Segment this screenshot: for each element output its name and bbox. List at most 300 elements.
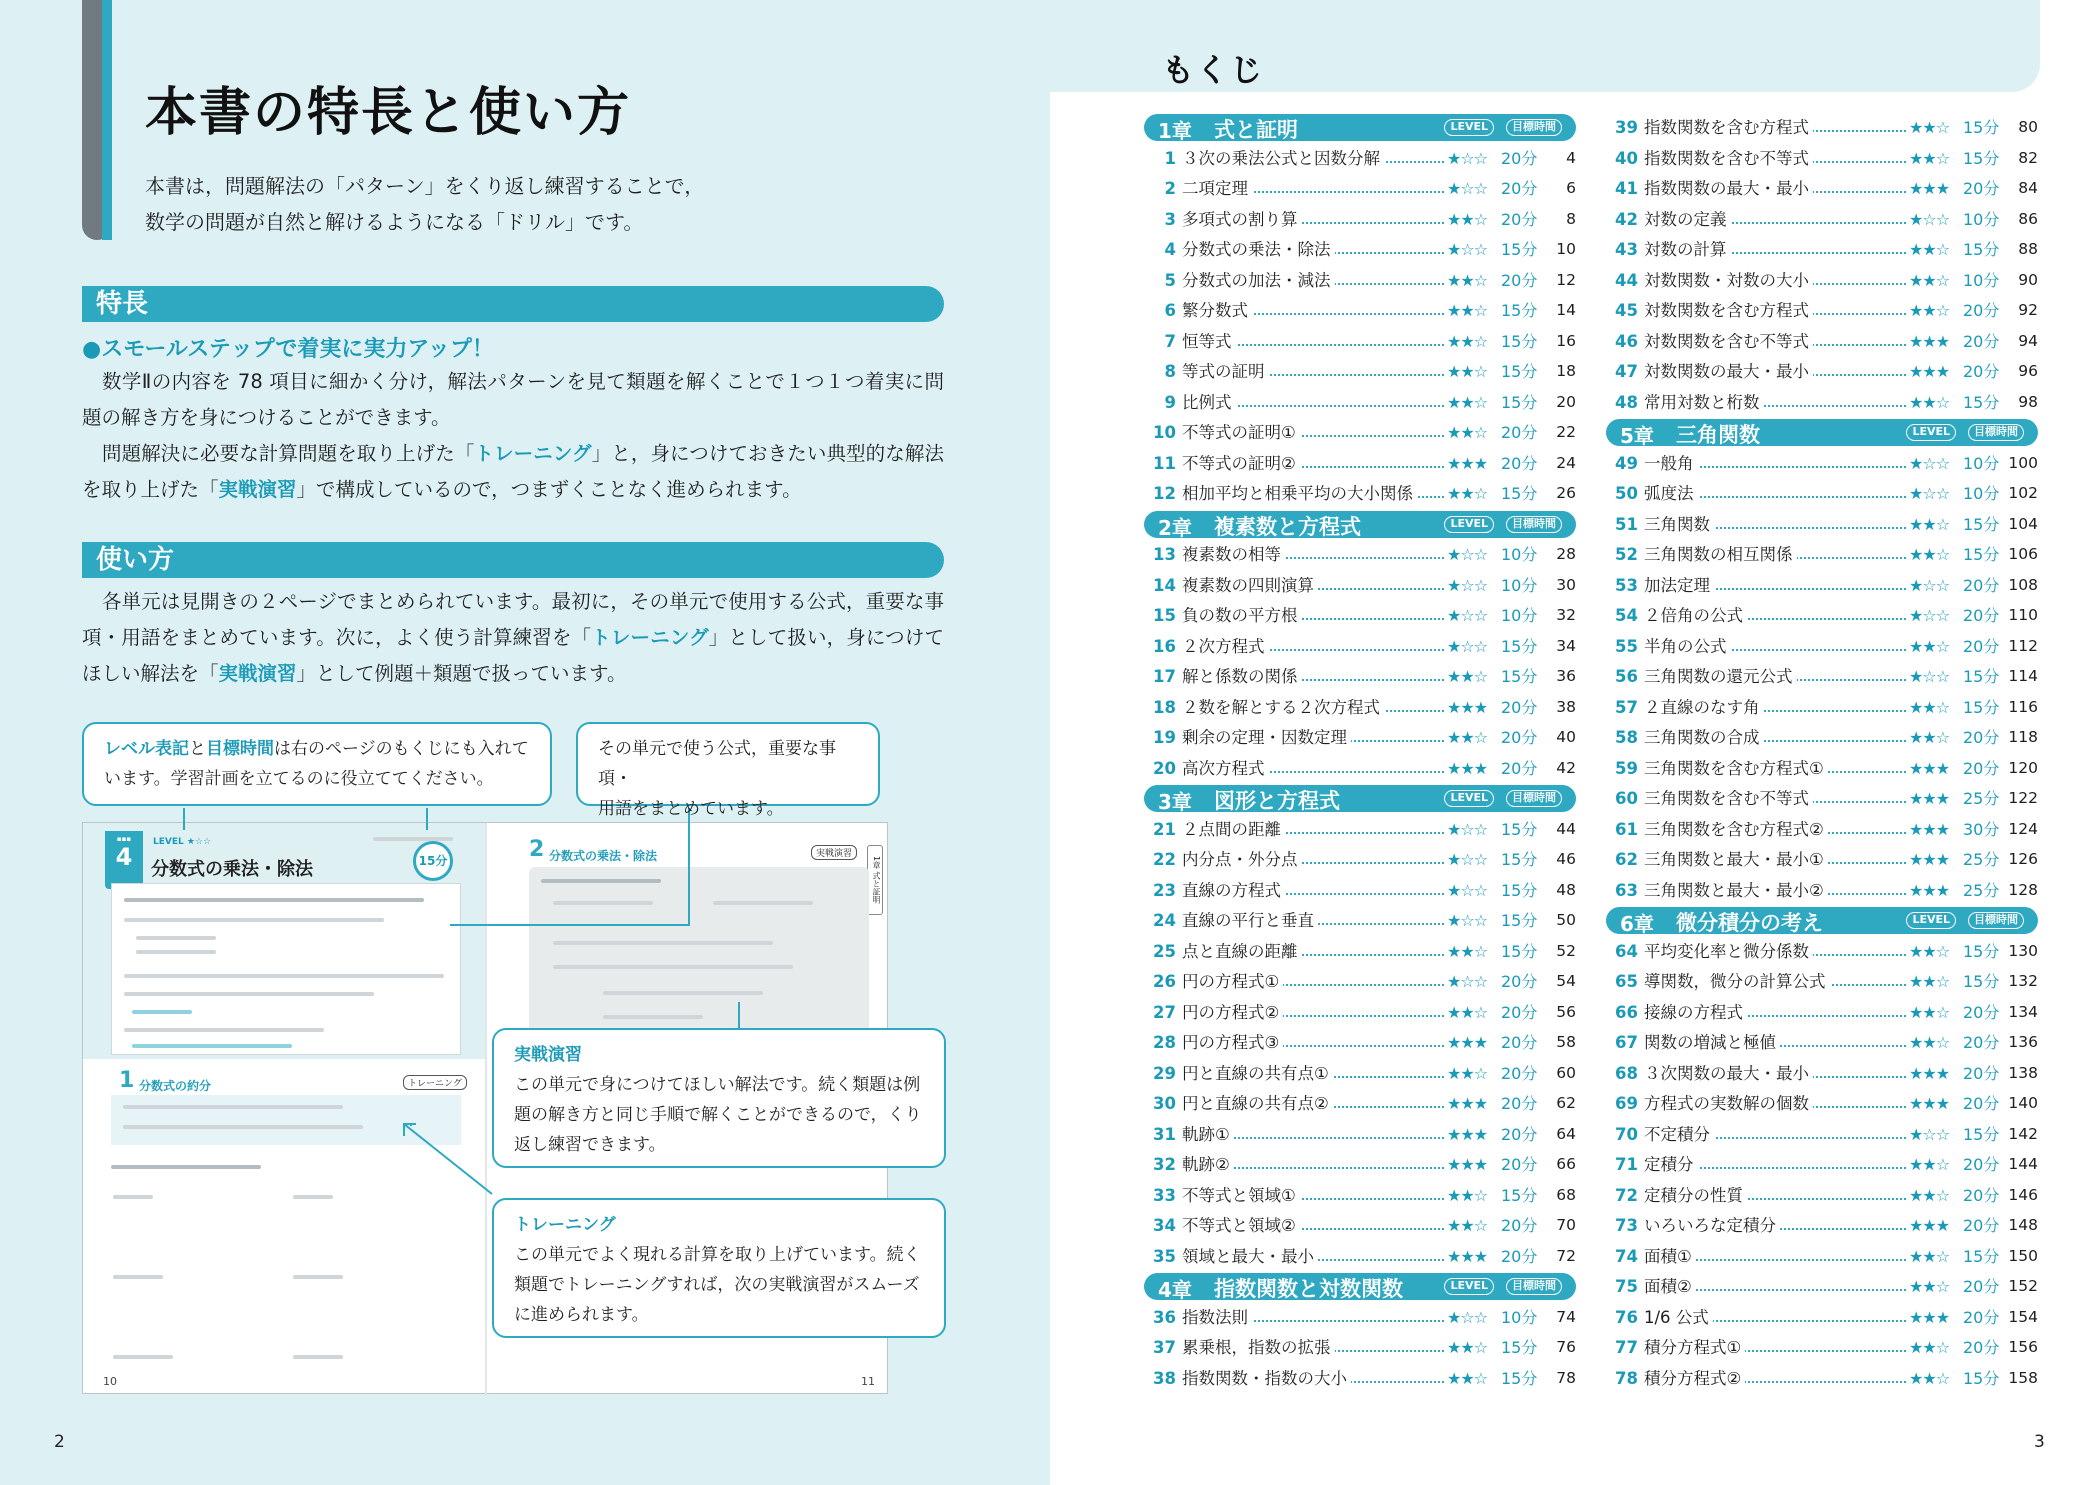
target-time: 15分 xyxy=(1963,118,2000,137)
toc-item xyxy=(1144,419,1576,446)
arrow-to-jissen xyxy=(738,1002,740,1028)
target-time: 15分 xyxy=(1501,941,1538,961)
time-tag: 目標時間 xyxy=(1968,912,2024,929)
level-stars: ★★☆ xyxy=(1906,968,1949,995)
level-stars: ★★☆ xyxy=(1444,999,1487,1026)
lead-line-2: 数学の問題が自然と解けるようになる「ドリル」です。 xyxy=(145,210,644,234)
target-time: 25分 xyxy=(1963,880,2000,900)
page-ref: 86 xyxy=(2018,209,2038,228)
preview-level: LEVEL ★☆☆ xyxy=(153,837,212,847)
item-title: 相加平均と相乗平均の大小関係 xyxy=(1182,480,1417,507)
target-time: 15分 xyxy=(1501,880,1538,900)
item-title: 指数関数の最大・最小 xyxy=(1644,175,1813,202)
text-run: 」として扱い，身につけてほしい解法を「 xyxy=(82,626,944,685)
page-ref: 52 xyxy=(1556,941,1576,960)
toc-item xyxy=(1144,846,1576,873)
toc-item xyxy=(1144,755,1576,782)
toc-item xyxy=(1144,1243,1576,1270)
text-run: 」で構成しているので，つまずくことなく進められます。 xyxy=(296,478,802,501)
toc-column-2 xyxy=(1606,114,2038,1395)
time-tag: 目標時間 xyxy=(1506,516,1562,533)
item-number: 65 xyxy=(1615,972,1638,991)
level-stars: ★★☆ xyxy=(1906,145,1949,172)
level-stars: ★★☆ xyxy=(1444,389,1487,416)
item-number: 46 xyxy=(1615,331,1638,351)
item-number: 67 xyxy=(1615,1033,1638,1052)
toc-item xyxy=(1606,1060,2038,1087)
page-ref: 140 xyxy=(2008,1094,2038,1112)
item-title: 円と直線の共有点① xyxy=(1182,1060,1333,1087)
level-tag: LEVEL xyxy=(1906,912,1956,929)
toc-item xyxy=(1144,1151,1576,1178)
preview-sec2-tag: 実戦演習 xyxy=(811,845,857,860)
target-time: 15分 xyxy=(1963,697,2000,717)
toc-item xyxy=(1144,297,1576,324)
page-ref: 50 xyxy=(1556,911,1576,929)
level-stars: ★★★ xyxy=(1906,877,1949,904)
item-number: 28 xyxy=(1153,1033,1176,1052)
level-stars: ★☆☆ xyxy=(1906,206,1949,233)
toc-item xyxy=(1144,145,1576,172)
toc-chapter-heading xyxy=(1144,114,1576,141)
item-title: 不等式の証明② xyxy=(1182,450,1300,477)
target-time: 15分 xyxy=(1963,240,2000,259)
item-number: 70 xyxy=(1615,1124,1638,1144)
jissen-callout xyxy=(492,1028,946,1168)
page-ref: 142 xyxy=(2008,1124,2038,1143)
toc-item xyxy=(1606,511,2038,538)
callout-line: います。学習計画を立てるのに役立ててください。 xyxy=(104,769,494,789)
item-number: 58 xyxy=(1615,728,1638,747)
preview-text-line xyxy=(113,1195,153,1199)
page-ref: 66 xyxy=(1556,1155,1576,1173)
target-time: 25分 xyxy=(1963,789,2000,808)
chapter-number: 3章 xyxy=(1158,790,1192,814)
item-title: 方程式の実数解の個数 xyxy=(1644,1090,1813,1117)
page-ref: 48 xyxy=(1556,880,1576,899)
level-stars: ★★☆ xyxy=(1906,1334,1949,1361)
item-title: 三角関数 xyxy=(1644,511,1714,538)
toc-item xyxy=(1144,450,1576,477)
level-stars: ★★★ xyxy=(1906,755,1949,782)
text-run: 」として例題＋類題で扱っています。 xyxy=(296,662,627,685)
text-run: 」と，身につけておきたい典型的な解法を取り上げた「 xyxy=(82,442,944,501)
page-ref: 72 xyxy=(1556,1246,1576,1265)
level-stars: ★☆☆ xyxy=(1444,816,1487,843)
toc-item xyxy=(1606,755,2038,782)
level-stars: ★★★ xyxy=(1444,694,1487,721)
level-stars: ★★☆ xyxy=(1444,1334,1487,1361)
target-time: 20分 xyxy=(1501,1155,1538,1174)
page-ref: 14 xyxy=(1556,301,1576,319)
usage-paragraph xyxy=(82,584,944,692)
level-stars: ★☆☆ xyxy=(1906,1121,1949,1148)
callout-line: 返し練習できます。 xyxy=(514,1135,666,1155)
item-number: 53 xyxy=(1615,575,1638,595)
page-ref: 78 xyxy=(1556,1368,1576,1387)
item-number: 2 xyxy=(1164,179,1176,198)
item-number: 6 xyxy=(1164,301,1176,320)
pattern-label-icon: ▪▪▪ xyxy=(116,835,132,843)
toc-item xyxy=(1606,785,2038,812)
level-stars: ★★☆ xyxy=(1444,1212,1487,1239)
level-stars: ★☆☆ xyxy=(1906,572,1949,599)
level-stars: ★★★ xyxy=(1906,328,1949,355)
item-number: 1 xyxy=(1164,148,1176,168)
page-ref: 138 xyxy=(2008,1063,2038,1082)
item-title: 多項式の割り算 xyxy=(1182,206,1302,233)
arrow-to-training xyxy=(400,1110,500,1200)
callout-line: この単元で身につけてほしい解法です。続く類題は例 xyxy=(514,1075,921,1095)
target-time: 20分 xyxy=(1963,1185,2000,1205)
toc-item xyxy=(1144,724,1576,751)
level-stars: ★☆☆ xyxy=(1444,907,1487,934)
item-title: 円の方程式② xyxy=(1182,999,1283,1026)
item-number: 13 xyxy=(1153,545,1176,564)
item-number: 74 xyxy=(1615,1246,1638,1266)
page-ref: 76 xyxy=(1556,1338,1576,1356)
page-ref: 10 xyxy=(1556,240,1576,258)
callout-line: に進められます。 xyxy=(514,1305,649,1325)
toc-item xyxy=(1144,602,1576,629)
page-ref: 80 xyxy=(2018,118,2038,136)
target-time: 20分 xyxy=(1501,1063,1538,1083)
target-time: 20分 xyxy=(1963,362,2000,381)
item-number: 23 xyxy=(1153,880,1176,900)
page-ref: 30 xyxy=(1556,575,1576,594)
toc-item xyxy=(1144,1182,1576,1209)
level-stars: ★☆☆ xyxy=(1444,145,1487,172)
level-stars: ★★★ xyxy=(1906,358,1949,385)
page-ref: 122 xyxy=(2008,789,2038,807)
item-number: 49 xyxy=(1615,453,1638,473)
target-time: 15分 xyxy=(1963,514,2000,534)
item-number: 27 xyxy=(1153,1002,1176,1022)
toc-item xyxy=(1144,633,1576,660)
level-stars: ★★☆ xyxy=(1444,328,1487,355)
preview-text-line xyxy=(124,918,384,922)
toc-item xyxy=(1606,389,2038,416)
item-title: 指数関数を含む不等式 xyxy=(1644,145,1813,172)
target-time: 20分 xyxy=(1963,575,2000,595)
toc-chapter-heading xyxy=(1606,907,2038,934)
preview-text-line xyxy=(603,991,763,995)
item-title: 内分点・外分点 xyxy=(1182,846,1302,873)
target-time: 20分 xyxy=(1501,758,1538,778)
level-stars: ★★☆ xyxy=(1444,1060,1487,1087)
item-title: 接線の方程式 xyxy=(1644,999,1747,1026)
page-ref: 28 xyxy=(1556,545,1576,563)
lead-line-1: 本書は，問題解法の「パターン」をくり返し練習することで， xyxy=(145,174,705,198)
item-number: 72 xyxy=(1615,1185,1638,1205)
target-time: 20分 xyxy=(1501,1033,1538,1052)
item-number: 14 xyxy=(1153,575,1176,595)
page-ref: 94 xyxy=(2018,331,2038,350)
target-time: 15分 xyxy=(1963,1368,2000,1388)
target-time: 20分 xyxy=(1963,1063,2000,1083)
toc-item xyxy=(1144,358,1576,385)
preview-text-line xyxy=(124,974,444,978)
item-title: 比例式 xyxy=(1182,389,1236,416)
preview-text-line xyxy=(553,965,793,969)
level-stars: ★★★ xyxy=(1906,1212,1949,1239)
target-time: 20分 xyxy=(1963,1155,2000,1174)
target-time: 10分 xyxy=(1501,1307,1538,1327)
toc-item xyxy=(1606,633,2038,660)
target-time: 15分 xyxy=(1963,148,2000,168)
toc-item xyxy=(1144,1304,1576,1331)
target-time: 20分 xyxy=(1501,1002,1538,1022)
target-time: 20分 xyxy=(1963,1002,2000,1022)
page-ref: 130 xyxy=(2008,941,2038,960)
item-number: 15 xyxy=(1153,606,1176,625)
level-stars: ★☆☆ xyxy=(1444,541,1487,568)
item-number: 60 xyxy=(1615,789,1638,808)
time-tag: 目標時間 xyxy=(1506,1278,1562,1295)
level-stars: ★★☆ xyxy=(1906,1182,1949,1209)
chapter-number: 5章 xyxy=(1620,424,1654,448)
toc-item xyxy=(1144,1212,1576,1239)
page-ref: 24 xyxy=(1556,453,1576,472)
item-title: ３次関数の最大・最小 xyxy=(1644,1060,1813,1087)
level-stars: ★★★ xyxy=(1444,1029,1487,1056)
pattern-number: 4 xyxy=(115,843,133,871)
item-number: 18 xyxy=(1153,697,1176,717)
item-number: 4 xyxy=(1164,240,1176,259)
item-title: 負の数の平方根 xyxy=(1182,602,1302,629)
target-time: 20分 xyxy=(1963,728,2000,747)
target-time: 15分 xyxy=(1501,1368,1538,1388)
target-time: 10分 xyxy=(1963,209,2000,229)
toc-item xyxy=(1144,1121,1576,1148)
arrow-to-formula-h xyxy=(450,924,690,926)
item-number: 57 xyxy=(1615,697,1638,717)
page-ref: 58 xyxy=(1556,1033,1576,1051)
level-stars: ★★☆ xyxy=(1906,1029,1949,1056)
item-title: いろいろな定積分 xyxy=(1644,1212,1780,1239)
page-ref: 38 xyxy=(1556,697,1576,716)
item-title: ２直線のなす角 xyxy=(1644,694,1764,721)
item-number: 16 xyxy=(1153,636,1176,656)
target-time: 20分 xyxy=(1501,972,1538,991)
item-title: 三角関数を含む方程式② xyxy=(1644,816,1828,843)
level-stars: ★☆☆ xyxy=(1444,602,1487,629)
item-number: 45 xyxy=(1615,301,1638,320)
toc-item xyxy=(1606,938,2038,965)
toc-item xyxy=(1606,145,2038,172)
item-title: 半角の公式 xyxy=(1644,633,1731,660)
item-title: 三角関数と最大・最小② xyxy=(1644,877,1828,904)
item-title: 対数関数を含む不等式 xyxy=(1644,328,1813,355)
toc-item xyxy=(1144,236,1576,263)
level-stars: ★★☆ xyxy=(1906,724,1949,751)
level-stars: ★☆☆ xyxy=(1444,877,1487,904)
chapter-title: 微分積分の考え xyxy=(1676,911,1823,935)
toc-item xyxy=(1606,1090,2038,1117)
toc-item xyxy=(1144,389,1576,416)
level-stars: ★★☆ xyxy=(1906,1365,1949,1392)
page-ref: 8 xyxy=(1566,209,1576,228)
item-title: 不定積分 xyxy=(1644,1121,1714,1148)
level-time-callout xyxy=(82,722,552,806)
level-stars: ★★☆ xyxy=(1444,480,1487,507)
item-number: 9 xyxy=(1164,392,1176,412)
item-title: 指数法則 xyxy=(1182,1304,1252,1331)
level-tag: LEVEL xyxy=(1444,119,1494,136)
toc-item xyxy=(1606,1304,2038,1331)
item-number: 39 xyxy=(1615,118,1638,137)
toc-item xyxy=(1144,1060,1576,1087)
toc-item xyxy=(1606,328,2038,355)
item-title: 常用対数と桁数 xyxy=(1644,389,1764,416)
page-ref: 40 xyxy=(1556,728,1576,746)
item-number: 78 xyxy=(1615,1368,1638,1388)
page-ref: 68 xyxy=(1556,1185,1576,1204)
item-number: 25 xyxy=(1153,941,1176,961)
item-title: 剰余の定理・因数定理 xyxy=(1182,724,1351,751)
text-run: 各単元は見開きの２ページでまとめられています。最初に，その単元で使用する公式，重要な事項・用語をまとめています。次に，よく使う計算練習を「 xyxy=(82,590,944,649)
item-title: 分数式の乗法・除法 xyxy=(1182,236,1335,263)
highlight-training: トレーニング xyxy=(591,626,709,649)
page-ref: 108 xyxy=(2008,575,2038,594)
callout-title: トレーニング xyxy=(514,1215,616,1235)
callout-line: この単元でよく現れる計算を取り上げています。続く xyxy=(514,1245,921,1265)
item-title: 不等式と領域② xyxy=(1182,1212,1300,1239)
toc-item xyxy=(1144,968,1576,995)
item-title: 指数関数・指数の大小 xyxy=(1182,1365,1351,1392)
target-time: 20分 xyxy=(1963,606,2000,625)
page-ref: 156 xyxy=(2008,1338,2038,1356)
preview-text-line xyxy=(136,950,216,954)
toc-item xyxy=(1144,999,1576,1026)
preview-text-line xyxy=(603,1015,703,1019)
item-number: 21 xyxy=(1153,819,1176,839)
item-number: 52 xyxy=(1615,545,1638,564)
item-number: 69 xyxy=(1615,1094,1638,1113)
page-ref: 112 xyxy=(2008,636,2038,655)
text-run: は右のページのもくじにも入れて xyxy=(274,739,529,759)
preview-text-line xyxy=(124,898,424,902)
page-ref: 120 xyxy=(2008,758,2038,777)
level-stars: ★★★ xyxy=(1906,175,1949,202)
text-run: と xyxy=(189,739,206,759)
target-time: 20分 xyxy=(1501,179,1538,198)
toc-item xyxy=(1606,175,2038,202)
level-stars: ★★★ xyxy=(1444,450,1487,477)
item-number: 8 xyxy=(1164,362,1176,381)
target-time: 10分 xyxy=(1501,545,1538,564)
toc-item xyxy=(1606,1273,2038,1300)
level-stars: ★★☆ xyxy=(1444,206,1487,233)
target-time: 20分 xyxy=(1501,728,1538,747)
pattern-tab xyxy=(105,831,143,889)
preview-text-line xyxy=(124,992,374,996)
arrow-to-time xyxy=(426,808,428,830)
toc-item xyxy=(1144,267,1576,294)
item-title: 対数関数の最大・最小 xyxy=(1644,358,1813,385)
target-time: 20分 xyxy=(1501,1124,1538,1144)
item-title: 円の方程式① xyxy=(1182,968,1283,995)
item-title: 一般角 xyxy=(1644,450,1698,477)
item-title: 平均変化率と微分係数 xyxy=(1644,938,1813,965)
toc-item xyxy=(1606,1029,2038,1056)
target-time: 20分 xyxy=(1501,148,1538,168)
preview-text-line xyxy=(293,1275,343,1279)
page-ref: 6 xyxy=(1566,179,1576,197)
preview-text-line xyxy=(113,1355,173,1359)
features-paragraph-2 xyxy=(82,436,944,508)
page-ref: 154 xyxy=(2008,1307,2038,1326)
item-number: 41 xyxy=(1615,179,1638,198)
toc-item xyxy=(1144,1029,1576,1056)
toc-item xyxy=(1606,999,2038,1026)
page-ref: 82 xyxy=(2018,148,2038,167)
item-number: 77 xyxy=(1615,1338,1638,1357)
page-ref: 102 xyxy=(2008,484,2038,502)
level-stars: ★★☆ xyxy=(1906,389,1949,416)
item-number: 31 xyxy=(1153,1124,1176,1144)
item-number: 19 xyxy=(1153,728,1176,747)
preview-text-line xyxy=(123,1105,343,1109)
toc-item xyxy=(1144,907,1576,934)
item-title: 不等式の証明① xyxy=(1182,419,1300,446)
toc-item xyxy=(1606,297,2038,324)
arrow-to-formula xyxy=(688,808,690,926)
features-subheading: ●スモールステップで着実に実力アップ！ xyxy=(82,337,494,362)
page-ref: 44 xyxy=(1556,819,1576,838)
item-title: 三角関数の還元公式 xyxy=(1644,663,1797,690)
target-time: 15分 xyxy=(1501,484,1538,503)
item-title: 複素数の四則演算 xyxy=(1182,572,1318,599)
item-number: 51 xyxy=(1615,514,1638,534)
level-stars: ★★★ xyxy=(1444,1090,1487,1117)
target-time: 20分 xyxy=(1501,453,1538,473)
toc-chapter-heading xyxy=(1144,511,1576,538)
level-stars: ★★☆ xyxy=(1906,297,1949,324)
page-ref: 42 xyxy=(1556,758,1576,777)
item-number: 3 xyxy=(1164,209,1176,229)
item-number: 32 xyxy=(1153,1155,1176,1174)
page-ref: 20 xyxy=(1556,392,1576,411)
level-stars: ★★★ xyxy=(1444,755,1487,782)
page-ref: 100 xyxy=(2008,453,2038,472)
target-time: 20分 xyxy=(1501,209,1538,229)
lead-text xyxy=(145,168,704,240)
item-title: ３次の乗法公式と因数分解 xyxy=(1182,145,1384,172)
page-ref: 158 xyxy=(2008,1368,2038,1387)
callout-line: 題の解き方と同じ手順で解くことができるので，くり xyxy=(514,1105,922,1125)
item-title: 指数関数を含む方程式 xyxy=(1644,114,1813,141)
page-ref: 96 xyxy=(2018,362,2038,380)
item-number: 10 xyxy=(1153,423,1176,442)
item-number: 76 xyxy=(1615,1307,1638,1327)
target-time: 20分 xyxy=(1501,1246,1538,1266)
item-number: 26 xyxy=(1153,972,1176,991)
item-title: 領域と最大・最小 xyxy=(1182,1243,1318,1270)
level-stars: ★★☆ xyxy=(1444,419,1487,446)
page-ref: 26 xyxy=(1556,484,1576,502)
item-number: 36 xyxy=(1153,1307,1176,1327)
page-ref: 148 xyxy=(2008,1216,2038,1234)
item-number: 38 xyxy=(1153,1368,1176,1388)
page-ref: 132 xyxy=(2008,972,2038,990)
level-stars: ★★☆ xyxy=(1444,1365,1487,1392)
left-page-number: 2 xyxy=(54,1432,65,1452)
target-time: 10分 xyxy=(1963,270,2000,290)
item-title: 導関数，微分の計算公式 xyxy=(1644,968,1830,995)
target-time: 15分 xyxy=(1501,301,1538,320)
item-title: 面積② xyxy=(1644,1273,1696,1300)
